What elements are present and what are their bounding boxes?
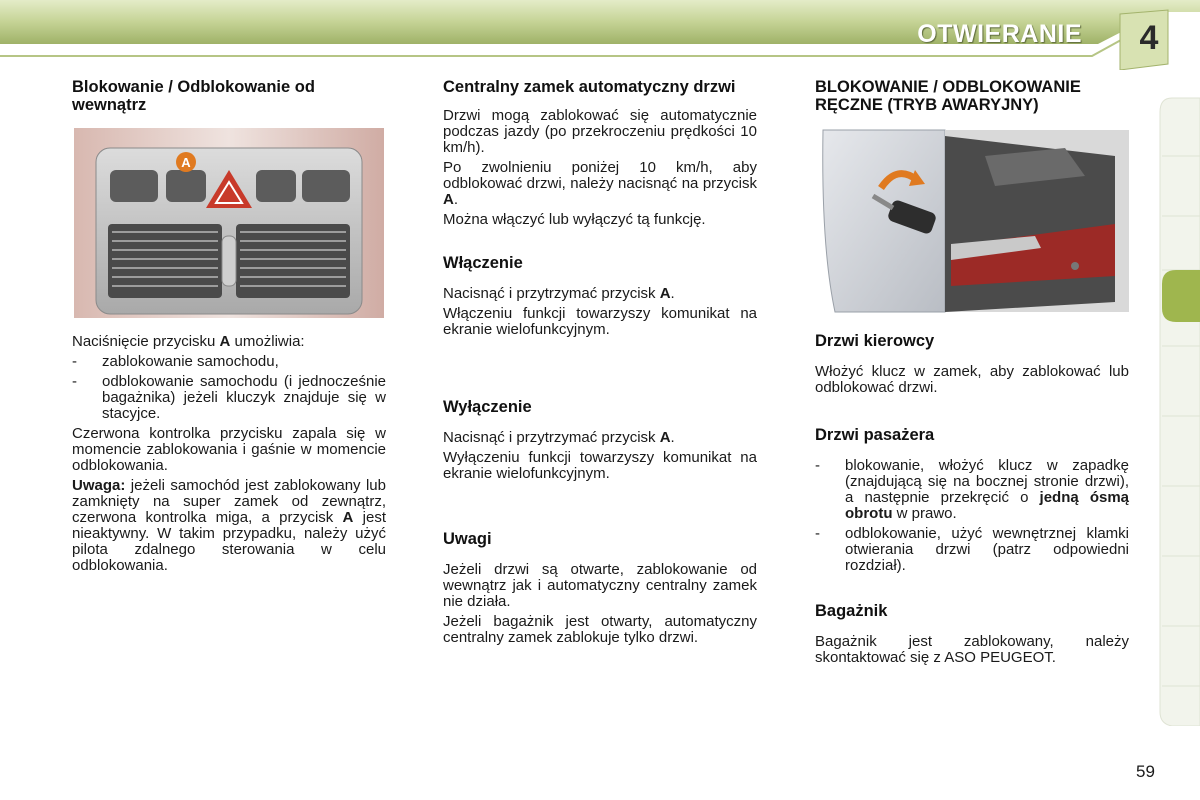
heading-driver-door: Drzwi kierowcy bbox=[815, 332, 935, 350]
enable-text-2: Włączeniu funkcji towarzyszy komunikat na ekranie wielofunkcyjnym. bbox=[443, 305, 757, 338]
column-left bbox=[72, 78, 386, 578]
notes-text-1: Jeżeli drzwi są otwarte, zablokowanie od wewnątrz jak i automatyczny centralny zamek nie działa. bbox=[443, 561, 757, 610]
list-item: - zablokowanie samochodu, bbox=[72, 353, 279, 370]
intro-text: Naciśnięcie przycisku A umożliwia: bbox=[72, 333, 305, 350]
console-button-image bbox=[74, 128, 384, 318]
page-number: 59 bbox=[1136, 762, 1155, 781]
note-text: Uwaga: jeżeli samochód jest zablokowany lub zamknięty na super zamek od zewnątrz, czerwona kontrolka miga, a przycisk A jest nieaktywny. W takim przypadku, należy użyć pilota zdalnego sterowania w celu odblokowania. bbox=[72, 477, 386, 574]
heading-manual-lock: BLOKOWANIE / ODBLOKOWANIE RĘCZNE (TRYB AWARYJNY) bbox=[815, 78, 1081, 114]
list-item: - blokowanie, włożyć klucz w zapadkę (znajdującą się na bocznej stronie drzwi), a następnie przekręcić o jedną ósmą obrotu w prawo. bbox=[815, 457, 1130, 522]
action-list bbox=[72, 354, 386, 422]
trunk-text: Bagażnik jest zablokowany, należy skontaktować się z ASO PEUGEOT. bbox=[815, 633, 1129, 666]
heading-enable: Włączenie bbox=[443, 254, 523, 272]
list-item: - odblokowanie, użyć wewnętrznej klamki otwierania drzwi (patrz odpowiedni rozdział). bbox=[815, 525, 1129, 574]
notes-text-2: Jeżeli bagażnik jest otwarty, automatyczny centralny zamek zablokuje tylko drzwi. bbox=[443, 613, 757, 646]
passenger-door-list bbox=[815, 458, 1129, 574]
indicator-text: Czerwona kontrolka przycisku zapala się w momencie zablokowania i gaśnie w momencie odblokowania. bbox=[72, 425, 386, 474]
heading-auto-lock: Centralny zamek automatyczny drzwi bbox=[443, 78, 736, 96]
heading-passenger-door: Drzwi pasażera bbox=[815, 426, 935, 444]
auto-lock-text-1: Drzwi mogą zablokować się automatycznie podczas jazdy (po przekroczeniu prędkości 10 km/h). bbox=[443, 107, 757, 156]
auto-lock-text-2: Po zwolnieniu poniżej 10 km/h, aby odblokować drzwi, należy nacisnąć na przycisk A. bbox=[443, 159, 757, 208]
auto-lock-text-3: Można włączyć lub wyłączyć tą funkcję. bbox=[443, 211, 706, 228]
column-right bbox=[815, 78, 1129, 670]
disable-text-2: Wyłączeniu funkcji towarzyszy komunikat na ekranie wielofunkcyjnym. bbox=[443, 449, 757, 482]
disable-text-1: Nacisnąć i przytrzymać przycisk A. bbox=[443, 429, 675, 446]
chapter-tabs bbox=[1158, 86, 1200, 726]
header-band bbox=[0, 0, 1200, 70]
heading-notes: Uwagi bbox=[443, 530, 492, 548]
door-key-image bbox=[815, 126, 1129, 316]
list-item: - odblokowanie samochodu (i jednocześnie bagażnika) jeżeli kluczyk znajduje się w stacyjce. bbox=[72, 373, 386, 422]
enable-text-1: Nacisnąć i przytrzymać przycisk A. bbox=[443, 285, 675, 302]
button-a-label: A bbox=[181, 155, 191, 170]
heading-interior-lock: Blokowanie / Odblokowanie od wewnątrz bbox=[72, 78, 315, 114]
section-title: OTWIERANIE bbox=[917, 20, 1082, 48]
heading-trunk: Bagażnik bbox=[815, 602, 888, 620]
chapter-number: 4 bbox=[1139, 19, 1159, 57]
driver-door-text: Włożyć klucz w zamek, aby zablokować lub odblokować drzwi. bbox=[815, 363, 1129, 396]
column-middle bbox=[443, 78, 757, 650]
heading-disable: Wyłączenie bbox=[443, 398, 532, 416]
